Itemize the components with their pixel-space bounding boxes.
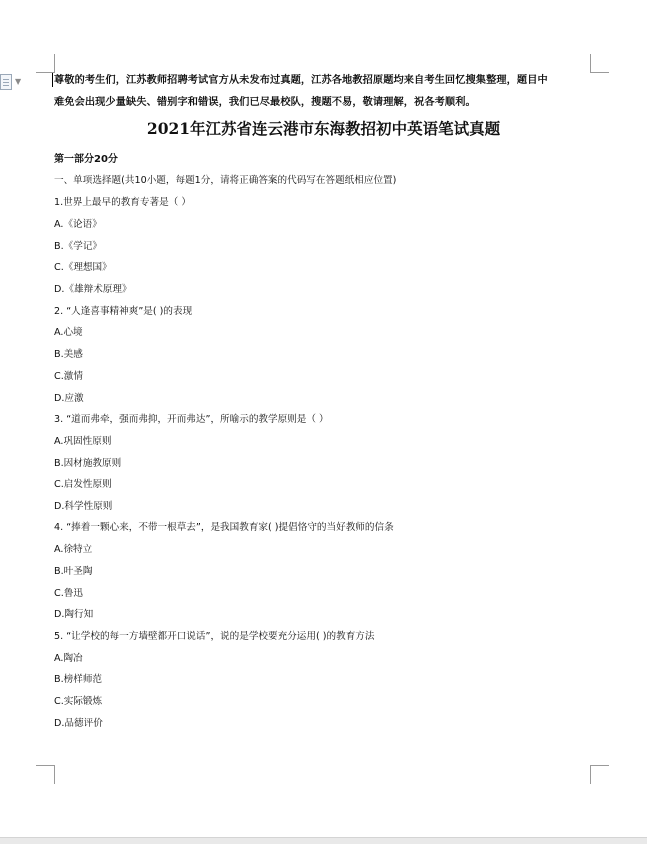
- question-2-option-a: A.心境: [54, 327, 83, 338]
- question-5-option-d: D.品德评价: [54, 718, 103, 729]
- part-heading: 第一部分20分: [54, 154, 118, 165]
- question-5-stem: 5. “让学校的每一方墙壁都开口说话”，说的是学校要充分运用( )的教育方法: [54, 631, 375, 642]
- notice-line-1: 尊敬的考生们，江苏教师招聘考试官方从未发布过真题，江苏各地教招原题均来自考生回忆搜集整理，题目中: [54, 74, 548, 86]
- question-3-option-a: A.巩固性原则: [54, 436, 112, 447]
- question-3-stem: 3. “道而弗牵，强而弗抑，开而弗达”，所喻示的教学原则是（ ）: [54, 414, 329, 425]
- question-5-option-a: A.陶冶: [54, 653, 83, 664]
- question-4-option-b: B.叶圣陶: [54, 566, 93, 577]
- question-1-option-d: D.《雄辩术原理》: [54, 284, 132, 295]
- question-4-option-a: A.徐特立: [54, 544, 93, 555]
- question-5-option-b: B.榜样师范: [54, 674, 103, 685]
- question-1-option-c: C.《理想国》: [54, 262, 112, 273]
- question-1-stem: 1.世界上最早的教育专著是（ ）: [54, 197, 191, 208]
- page-corner-mark-top-left: [36, 54, 55, 73]
- question-2-stem: 2. “人逢喜事精神爽”是( )的表现: [54, 306, 193, 317]
- question-5-option-c: C.实际锻炼: [54, 696, 103, 707]
- question-2-option-c: C.激情: [54, 371, 83, 382]
- page-title: 2021年江苏省连云港市东海教招初中英语笔试真题: [146, 119, 501, 138]
- text-cursor: [52, 73, 53, 87]
- page-corner-mark-bottom-right: [590, 765, 609, 784]
- question-4-option-c: C.鲁迅: [54, 588, 83, 599]
- question-4-stem: 4. “捧着一颗心来，不带一根草去”，是我国教育家( )提倡恪守的当好教师的信条: [54, 522, 394, 533]
- document-icon[interactable]: [0, 74, 22, 90]
- section-heading: 一、单项选择题(共10小题，每题1分，请将正确答案的代码写在答题纸相应位置): [54, 175, 397, 186]
- question-1-option-a: A.《论语》: [54, 219, 102, 230]
- question-2-option-b: B.美感: [54, 349, 83, 360]
- question-3-option-c: C.启发性原则: [54, 479, 112, 490]
- page-corner-mark-bottom-left: [36, 765, 55, 784]
- question-3-option-b: B.因材施教原则: [54, 458, 122, 469]
- question-1-option-b: B.《学记》: [54, 241, 103, 252]
- chevron-down-icon: ▼: [15, 77, 22, 86]
- question-2-option-d: D.应激: [54, 393, 84, 404]
- page-corner-mark-top-right: [590, 54, 609, 73]
- question-4-option-d: D.陶行知: [54, 609, 94, 620]
- notice-line-2: 难免会出现少量缺失、错别字和错误，我们已尽最校队，搜题不易，敬请理解，祝各考顺利。: [54, 96, 476, 108]
- question-3-option-d: D.科学性原则: [54, 501, 113, 512]
- page-icon: [0, 74, 12, 90]
